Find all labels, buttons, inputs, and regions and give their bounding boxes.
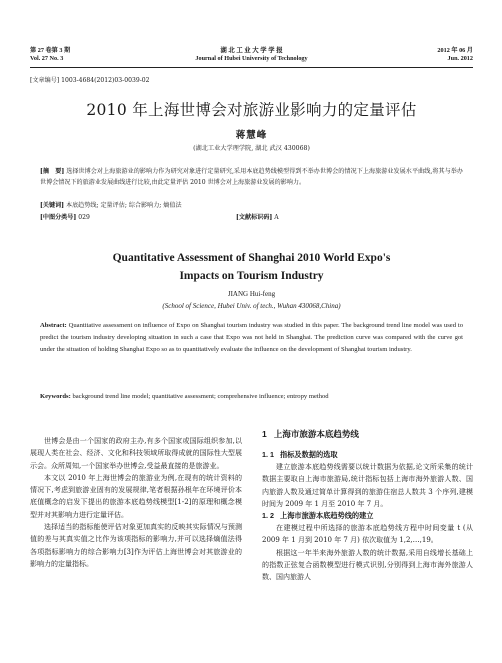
affiliation-cn: (湖北工业大学理学院, 湖北 武汉 430068) <box>193 145 310 152</box>
abstract-en-text: Quantitative assessment on influence of Expo on Shanghai tourism industry was studied in this paper. The background trend line model was used to predict the tourism industry developing situation in such a case that Expo was not held in Shanghai. The prediction curve was compared with the curve got under the situation of holding Shanghai Expo so as to quantitatively evaluate the influence on the development of Shanghai tourism industry. <box>40 322 463 353</box>
abstract-en-label: Abstract: <box>40 322 67 329</box>
clc-number <box>40 212 90 223</box>
date-en: Jun. 2012 <box>447 55 473 62</box>
doc-code-label: [文献标识码] <box>236 214 273 221</box>
clc-value: 029 <box>78 214 90 221</box>
keywords-en <box>40 391 463 403</box>
section-1-2-text-1: 在建模过程中所选择的旅游本底趋势线方程中时间变量 t (从 2009 年 1 月到 2010 年 7 月) 依次取值为 1,2,…,19。 <box>262 524 473 545</box>
journal-volume-block <box>30 47 70 63</box>
keywords-cn-text: 本底趋势线; 定量评估; 综合影响力; 熵值法 <box>66 202 182 209</box>
journal-name-en: Journal of Hubei University of Technology <box>195 55 308 62</box>
section-1-2-text-2: 根据这一年半来海外旅游人数的统计数据,采用自线增长基础上的指数正弦复合函数模型进行模式识别,分别得到上海市海外旅游人数、国内旅游人 <box>262 548 473 582</box>
body-paragraph: 世博会是由一个国家的政府主办,有多个国家或国际组织参加,以展现人类在社会、经济、文化和科技领域所取得成就的国际性大型展示会。众所周知,一个国家举办世博会,受益最直接的是旅游业。 <box>30 437 242 470</box>
title-en-line1: Quantitative Assessment of Shanghai 2010 World Expo's <box>112 252 391 264</box>
abstract-en <box>40 320 463 355</box>
section-1-1-heading <box>262 449 473 461</box>
title-en-line2: Impacts on Tourism Industry <box>179 270 324 282</box>
body-right-column <box>262 425 473 584</box>
keywords-cn <box>40 200 463 211</box>
body-paragraph: 选择适当的指标能使评估对象更加真实的反映其实际情况与预测值的差与其真实值之比作为该项指标的影响力,并可以选择熵值法得各项指标影响力的综合影响力[3]作为评估上海世博会对其旅游业的影响力的定量指标。 <box>30 523 242 568</box>
body-paragraph: 本文以 2010 年上海世博会的旅游业为例,在现有的统计资料的情况下,考虑到旅游业固有的发展规律,笔者根据孙根年在环境评价本底值概念的启发下提出的旅游本底趋势线模型[1-2]的原理和概念模型并对其影响力进行定量评估。 <box>30 473 242 519</box>
article-id: [文章编号] 1003-4684(2012)03-0039-02 <box>30 77 150 84</box>
clc-label: [中图分类号] <box>40 214 77 221</box>
abstract-cn <box>40 166 463 189</box>
section-1-1-text: 建立旅游本底趋势线需要以统计数据为依据,论文所采集的统计数据主要取自上海市旅游局,统计指标包括上海市海外旅游人数、国内旅游人数及通过简单计算得到的旅游住宿总人数共 3 个序列,建模时间为 2009 年 1 月至 2010 年 7 月。 <box>262 463 473 508</box>
body-left-column <box>30 435 242 570</box>
section-1-1-title: 指标及数据的选取 <box>280 450 338 459</box>
keywords-en-label: Keywords: <box>40 393 71 400</box>
journal-name-block <box>130 47 373 63</box>
journal-name-cn: 湖 北 工 业 大 学 学 报 <box>220 47 283 54</box>
journal-date-block <box>437 47 473 63</box>
author-cn: 蒋慧峰 <box>235 130 268 141</box>
header-rule <box>30 67 473 68</box>
title-cn: 2010 年上海世博会对旅游业影响力的定量评估 <box>86 101 417 119</box>
date-cn: 2012 年 06 月 <box>437 47 473 54</box>
keywords-cn-label: [关键词] <box>40 202 65 209</box>
section-1-2-number: 1. 2 <box>262 511 274 521</box>
section-1-title: 上海市旅游本底趋势线 <box>273 429 359 439</box>
affiliation-en: (School of Science, Hubei Univ. of tech., Wuhan 430068,China) <box>162 302 341 310</box>
doc-code-value: A <box>274 214 279 221</box>
volume-en: Vol. 27 No. 3 <box>30 55 64 62</box>
volume-cn: 第 27 卷第 3 期 <box>30 47 71 54</box>
keywords-en-text: background trend line model; quantitative assessment; comprehensive influence; entropy method <box>72 393 329 400</box>
abstract-cn-label: [摘 要] <box>40 168 65 175</box>
abstract-cn-text: 选择世博会对上海旅游业的影响力作为研究对象进行定量研究,采用本底趋势线模型得到不举办世博会的情况下上海旅游业发展水平曲线,将其与举办世博会情况下的旅游业发展曲线进行比较,由此定量评估 2010 世博会对上海旅游业发展的影响力。 <box>40 168 463 187</box>
document-code <box>236 212 279 223</box>
section-1-number: 1 <box>262 429 267 439</box>
section-1-2-title: 上海市旅游本底趋势线的建立 <box>280 511 374 521</box>
author-en: JIANG Hui-feng <box>227 290 276 298</box>
section-1-1-number: 1. 1 <box>262 450 274 459</box>
section-1-2-heading <box>262 510 473 522</box>
section-1-heading <box>262 427 473 441</box>
